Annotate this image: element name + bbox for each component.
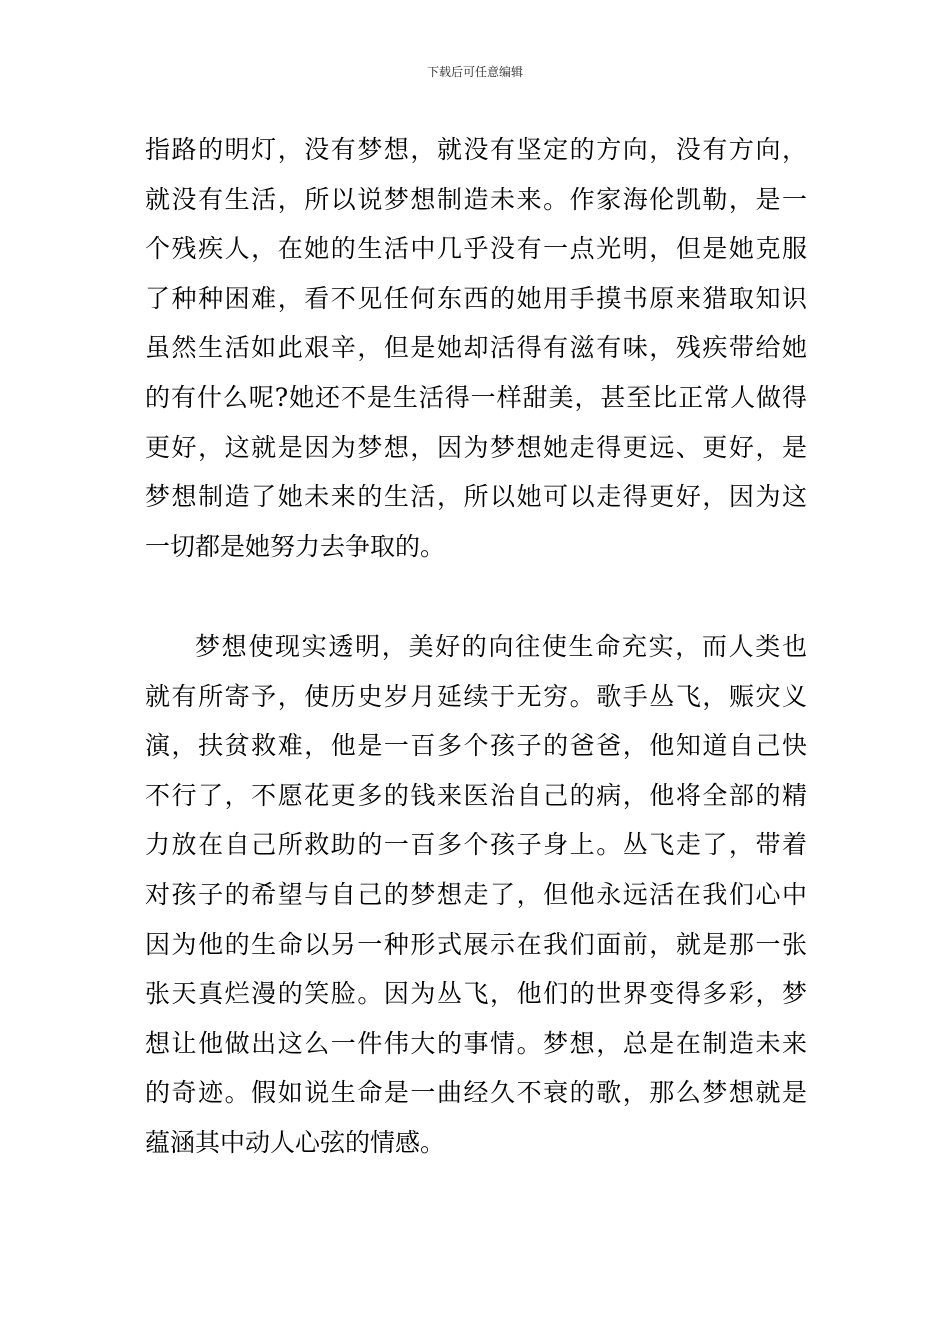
page-header: 下载后可任意编辑 xyxy=(426,65,523,79)
text-line: 了种种困难，看不见任何东西的她用手摸书原来猎取知识 xyxy=(145,283,807,313)
text-line: 对孩子的希望与自己的梦想走了，但他永远活在我们心中 xyxy=(145,879,807,909)
text-line: 蕴涵其中动人心弦的情感。 xyxy=(145,1127,446,1157)
text-line: 的有什么呢?她还不是生活得一样甜美，甚至比正常人做得 xyxy=(145,382,807,412)
text-line: 张天真烂漫的笑脸。因为丛飞，他们的世界变得多彩，梦 xyxy=(145,979,807,1009)
text-line: 力放在自己所救助的一百多个孩子身上。丛飞走了，带着 xyxy=(145,830,807,860)
text-line: 就没有生活，所以说梦想制造未来。作家海伦凯勒，是一 xyxy=(145,184,807,214)
text-line: 梦想制造了她未来的生活，所以她可以走得更好，因为这 xyxy=(145,482,807,512)
text-line: 个残疾人，在她的生活中几乎没有一点光明，但是她克服 xyxy=(145,234,807,264)
text-line: 不行了，不愿花更多的钱来医治自己的病，他将全部的精 xyxy=(145,780,807,810)
text-line: 虽然生活如此艰辛，但是她却活得有滋有味，残疾带给她 xyxy=(145,333,807,363)
text-line: 因为他的生命以另一种形式展示在我们面前，就是那一张 xyxy=(145,929,807,959)
text-line: 演，扶贫救难，他是一百多个孩子的爸爸，他知道自己快 xyxy=(145,731,807,761)
text-line: 梦想使现实透明，美好的向往使生命充实，而人类也 xyxy=(195,632,807,661)
text-line: 一切都是她努力去争取的。 xyxy=(145,531,446,561)
paragraph-1 xyxy=(145,125,807,571)
text-line: 想让他做出这么一件伟大的事情。梦想，总是在制造未来 xyxy=(145,1028,807,1058)
text-line: 就有所寄予，使历史岁月延续于无穷。歌手丛飞，赈灾义 xyxy=(145,681,807,711)
paragraph-2 xyxy=(145,622,807,1168)
text-line: 的奇迹。假如说生命是一曲经久不衰的歌，那么梦想就是 xyxy=(145,1078,807,1108)
text-line: 指路的明灯，没有梦想，就没有坚定的方向，没有方向， xyxy=(145,135,807,164)
text-line: 更好，这就是因为梦想，因为梦想她走得更远、更好，是 xyxy=(145,432,807,462)
